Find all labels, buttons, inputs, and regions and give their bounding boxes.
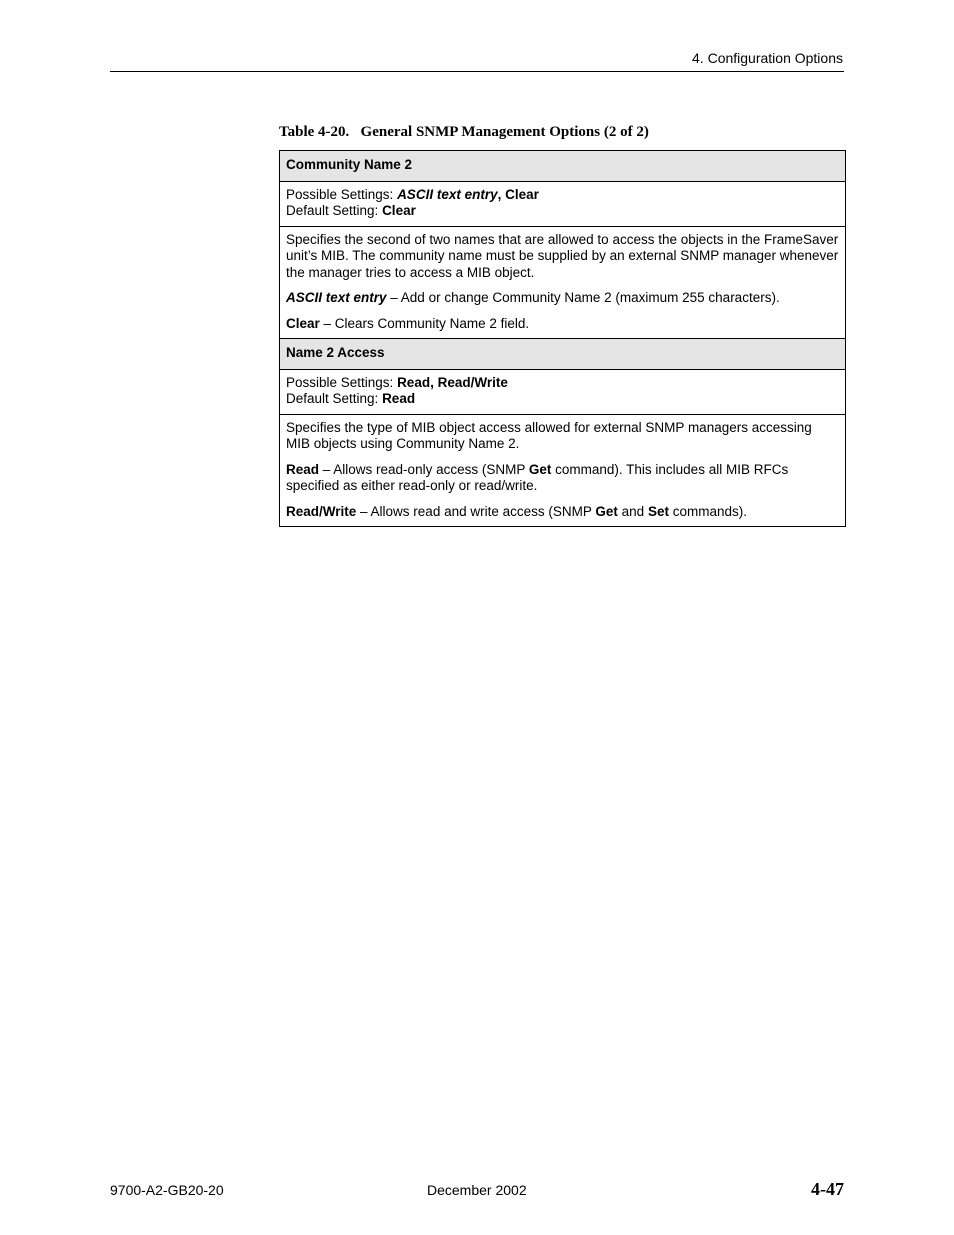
possible-settings-label: Possible Settings:	[286, 374, 398, 390]
option-text: and	[617, 503, 648, 519]
option-description	[286, 462, 839, 495]
publication-date: December 2002	[427, 1182, 527, 1198]
access-description-cell	[280, 414, 846, 527]
access-settings-cell	[280, 369, 846, 414]
snmp-options-table	[279, 150, 846, 527]
default-setting-label: Default Setting:	[286, 391, 383, 406]
table-row	[280, 226, 846, 339]
page-number: 4-47	[811, 1179, 844, 1199]
document-number: 9700-A2-GB20-20	[110, 1182, 224, 1198]
table-caption: Table 4-20. General SNMP Management Options (2 of 2)	[279, 124, 649, 140]
option-term: ASCII text entry	[286, 290, 387, 305]
option-term: Clear	[286, 315, 320, 331]
command-name: Set	[647, 503, 669, 519]
possible-setting-value: , Clear	[497, 186, 539, 202]
table-row	[280, 369, 846, 414]
default-setting-line	[286, 203, 839, 220]
possible-setting-value: ASCII text entry	[397, 186, 498, 202]
description-text: Specifies the type of MIB object access allowed for external SNMP managers accessing MIB objects using Community Name 2.	[286, 419, 812, 451]
default-setting-label: Default Setting:	[286, 203, 383, 218]
default-setting-value: Clear	[382, 203, 416, 218]
community-name-heading: Community Name 2	[280, 151, 846, 182]
possible-setting-value: Read, Read/Write	[397, 374, 508, 390]
name-access-heading: Name 2 Access	[280, 339, 846, 370]
option-text: – Clears Community Name 2 field.	[319, 315, 530, 331]
option-text: commands).	[668, 503, 747, 519]
option-term: Read	[286, 461, 320, 477]
community-description-cell	[280, 226, 846, 339]
command-name: Get	[595, 503, 618, 519]
possible-settings-line	[286, 187, 839, 204]
option-text: – Allows read-only access (SNMP	[319, 461, 529, 477]
option-description	[286, 290, 839, 307]
possible-settings-label: Possible Settings:	[286, 186, 398, 202]
table-row	[280, 339, 846, 370]
community-settings-cell	[280, 181, 846, 226]
option-description	[286, 316, 839, 333]
default-setting-line	[286, 391, 839, 408]
table-row	[280, 151, 846, 182]
table-row	[280, 414, 846, 527]
default-setting-value: Read	[382, 391, 416, 406]
header-rule	[110, 71, 844, 72]
option-description	[286, 504, 839, 521]
option-text: command). This includes all MIB RFCs specified as either read-only or read/write.	[286, 461, 789, 493]
option-text: – Allows read and write access (SNMP	[356, 503, 596, 519]
description-text: Specifies the second of two names that are allowed to access the objects in the FrameSaver unit’s MIB. The community name must be supplied by an external SNMP manager whenever the manager tries to access a MIB object.	[286, 231, 839, 280]
table-row	[280, 181, 846, 226]
option-text: – Add or change Community Name 2 (maximum 255 characters).	[386, 290, 780, 305]
running-header: 4. Configuration Options	[692, 50, 843, 66]
command-name: Get	[528, 461, 552, 477]
option-term: Read/Write	[286, 503, 357, 519]
possible-settings-line	[286, 375, 839, 392]
